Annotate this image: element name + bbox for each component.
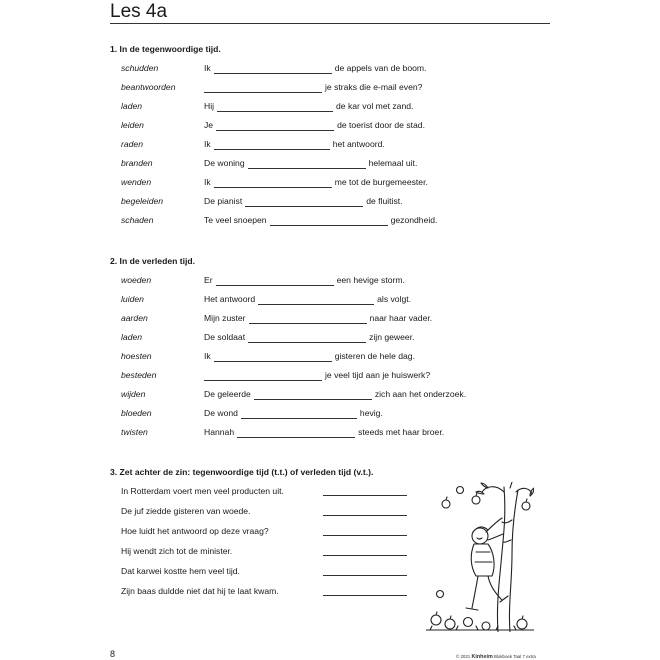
exercise-row <box>0 586 660 598</box>
answer-blank[interactable] <box>216 277 334 286</box>
exercise-row <box>0 101 660 113</box>
sentence-start: Je <box>204 120 214 130</box>
exercise-row <box>0 139 660 151</box>
answer-blank[interactable] <box>258 296 374 305</box>
sentence <box>204 139 385 150</box>
exercise-row <box>0 82 660 94</box>
verb-label: hoesten <box>121 351 152 361</box>
sentence <box>204 196 403 207</box>
answer-blank[interactable] <box>323 575 407 576</box>
verb-label: luiden <box>121 294 144 304</box>
sentence-start: Ik <box>204 351 211 361</box>
exercise-row <box>0 196 660 208</box>
answer-blank[interactable] <box>323 595 407 596</box>
verb-label: laden <box>121 101 143 111</box>
sentence <box>204 427 444 438</box>
verb-label: bloeden <box>121 408 152 418</box>
sentence-start: Het antwoord <box>204 294 256 304</box>
exercise-row <box>0 486 660 498</box>
sentence-end: een hevige storm. <box>336 275 405 285</box>
title-rule <box>110 23 550 24</box>
answer-blank[interactable] <box>217 103 333 112</box>
answer-blank[interactable] <box>323 555 407 556</box>
sentence: Hij wendt zich tot de minister. <box>121 546 233 556</box>
exercise-row <box>0 294 660 306</box>
sentence-end: naar haar vader. <box>369 313 433 323</box>
sentence: Hoe luidt het antwoord op deze vraag? <box>121 526 269 536</box>
answer-blank[interactable] <box>249 315 367 324</box>
answer-blank[interactable] <box>204 84 322 93</box>
sentence-end: gezondheid. <box>390 215 438 225</box>
sentence-end: de toerist door de stad. <box>337 120 425 130</box>
exercise-row <box>0 389 660 401</box>
answer-blank[interactable] <box>248 334 366 343</box>
sentence <box>204 370 430 381</box>
exercise-row <box>0 332 660 344</box>
section2-heading: 2. In de verleden tijd. <box>110 256 196 266</box>
illustration <box>426 482 534 632</box>
sentence-end: zich aan het onderzoek. <box>374 389 467 399</box>
sentence-end: de fluitist. <box>366 196 403 206</box>
answer-blank[interactable] <box>214 353 332 362</box>
exercise-row <box>0 120 660 132</box>
sentence-start: De geleerde <box>204 389 251 399</box>
exercise-row <box>0 63 660 75</box>
answer-blank[interactable] <box>254 391 372 400</box>
sentence-end: helemaal uit. <box>368 158 418 168</box>
verb-label: raden <box>121 139 143 149</box>
sentence-start: Hannah <box>204 427 235 437</box>
answer-blank[interactable] <box>248 160 366 169</box>
sentence: In Rotterdam voert men veel producten uit. <box>121 486 284 496</box>
answer-blank[interactable] <box>270 217 388 226</box>
verb-label: aarden <box>121 313 148 323</box>
sentence-end: zijn geweer. <box>369 332 415 342</box>
sentence: Zijn baas duldde niet dat hij te laat kwam. <box>121 586 279 596</box>
exercise-row <box>0 313 660 325</box>
exercise-row <box>0 275 660 287</box>
answer-blank[interactable] <box>216 122 334 131</box>
answer-blank[interactable] <box>245 198 363 207</box>
sentence <box>204 351 415 362</box>
page-number: 8 <box>110 649 116 659</box>
verb-label: leiden <box>121 120 144 130</box>
footer-copyright: © 2021 <box>456 654 471 659</box>
exercise-row <box>0 526 660 538</box>
sentence-end: steeds met haar broer. <box>358 427 445 437</box>
sentence-start: Er <box>204 275 213 285</box>
footer-brand: Kinheim <box>471 654 493 660</box>
sentence-start: De soldaat <box>204 332 246 342</box>
section3-heading: 3. Zet achter de zin: tegenwoordige tijd (t.t.) of verleden tijd (v.t.). <box>110 467 374 477</box>
sentence-end: me tot de burgemeester. <box>334 177 428 187</box>
footer-subtitle: Blokboek Taal 7 extra <box>493 654 536 659</box>
exercise-row <box>0 427 660 439</box>
verb-label: laden <box>121 332 143 342</box>
sentence <box>204 313 432 324</box>
sentence: Dat karwei kostte hem veel tijd. <box>121 566 240 576</box>
sentence-end: de kar vol met zand. <box>336 101 414 111</box>
sentence-end: je straks die e-mail even? <box>325 82 423 92</box>
section1-heading: 1. In de tegenwoordige tijd. <box>110 44 221 54</box>
answer-blank[interactable] <box>241 410 357 419</box>
exercise-row <box>0 215 660 227</box>
sentence <box>204 389 466 400</box>
exercise-row <box>0 408 660 420</box>
exercise-row <box>0 546 660 558</box>
boy-climbing-apple-tree-icon <box>426 482 534 632</box>
sentence <box>204 294 411 305</box>
verb-label: woeden <box>121 275 152 285</box>
sentence-start: Mijn zuster <box>204 313 246 323</box>
sentence-start: De pianist <box>204 196 243 206</box>
exercise-row <box>0 506 660 518</box>
exercise-row <box>0 177 660 189</box>
sentence-start: Te veel snoepen <box>204 215 267 225</box>
verb-label: beantwoorden <box>121 82 176 92</box>
sentence-end: gisteren de hele dag. <box>334 351 415 361</box>
verb-label: wijden <box>121 389 146 399</box>
sentence-end: als volgt. <box>377 294 412 304</box>
sentence <box>204 215 437 226</box>
answer-blank[interactable] <box>214 65 332 74</box>
page-title: Les 4a <box>110 1 168 22</box>
answer-blank[interactable] <box>214 141 330 150</box>
verb-label: wenden <box>121 177 152 187</box>
verb-label: besteden <box>121 370 157 380</box>
sentence-start: Hij <box>204 101 215 111</box>
answer-blank[interactable] <box>214 179 332 188</box>
sentence <box>204 63 426 74</box>
answer-blank[interactable] <box>323 515 407 516</box>
exercise-row <box>0 158 660 170</box>
sentence <box>204 177 428 188</box>
sentence: De juf ziedde gisteren van woede. <box>121 506 251 516</box>
sentence <box>204 120 425 131</box>
verb-label: begeleiden <box>121 196 164 206</box>
sentence-end: je veel tijd aan je huiswerk? <box>325 370 431 380</box>
sentence <box>204 275 405 286</box>
sentence-end: de appels van de boom. <box>334 63 427 73</box>
footer <box>456 654 536 660</box>
verb-label: twisten <box>121 427 148 437</box>
verb-label: schudden <box>121 63 159 73</box>
sentence-start: De woning <box>204 158 245 168</box>
exercise-row <box>0 566 660 578</box>
sentence <box>204 101 413 112</box>
sentence-start: De wond <box>204 408 238 418</box>
sentence <box>204 158 417 169</box>
sentence <box>204 332 414 343</box>
sentence-start: Ik <box>204 177 211 187</box>
exercise-row <box>0 351 660 363</box>
answer-blank[interactable] <box>237 429 355 438</box>
answer-blank[interactable] <box>204 372 322 381</box>
answer-blank[interactable] <box>323 535 407 536</box>
sentence-end: het antwoord. <box>332 139 385 149</box>
answer-blank[interactable] <box>323 495 407 496</box>
exercise-row <box>0 370 660 382</box>
verb-label: schaden <box>121 215 154 225</box>
verb-label: branden <box>121 158 153 168</box>
sentence <box>204 82 422 93</box>
sentence <box>204 408 383 419</box>
sentence-start: Ik <box>204 63 211 73</box>
sentence-start: Ik <box>204 139 211 149</box>
sentence-end: hevig. <box>359 408 383 418</box>
